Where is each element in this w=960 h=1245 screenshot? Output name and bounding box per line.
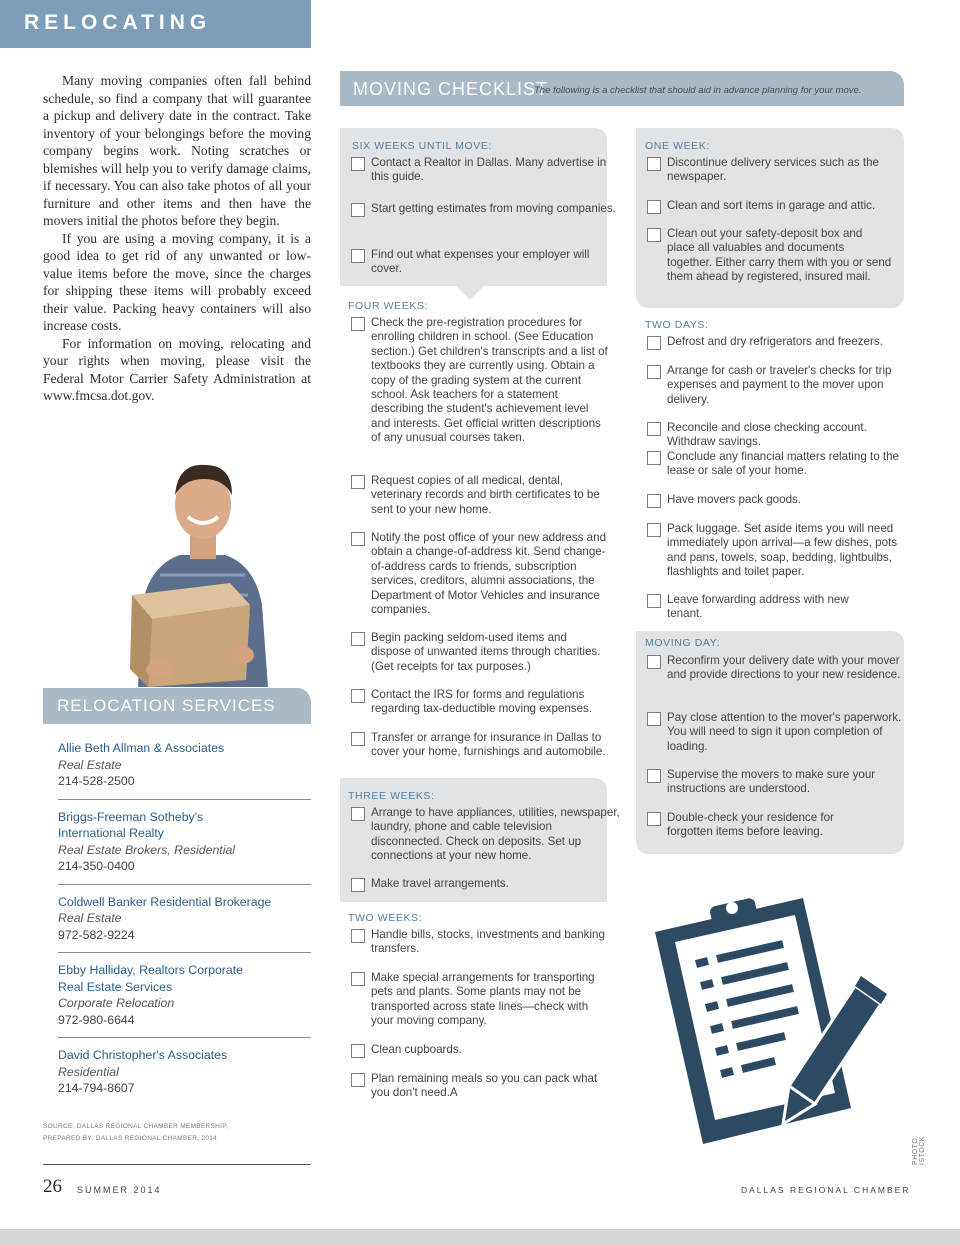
checklist-item-text: Pack luggage. Set aside items you will need immediately upon arrival—a few dishes, pots and pans, towels, soap, bedding, lightbulbs, flashlights and toilet paper. — [667, 522, 898, 579]
checkbox[interactable] — [351, 249, 365, 263]
checklist-item-text: Arrange for cash or traveler's checks for trip expenses and payment to the mover upon delivery. — [667, 364, 892, 406]
company-type: Real Estate — [58, 911, 122, 925]
checklist-item-text: Reconcile and close checking account. Withdraw savings. — [667, 421, 867, 449]
checkbox[interactable] — [647, 422, 661, 436]
checklist-item-text: Arrange to have appliances, utilities, newspaper, laundry, phone and cable television disconnected. Check on deposits. Set up connections at your new home. — [371, 806, 620, 863]
checkbox[interactable] — [647, 365, 661, 379]
man-holding-box-photo — [120, 455, 285, 687]
company-type: Residential — [58, 1064, 119, 1079]
company-phone: 214-528-2500 — [58, 774, 135, 788]
checklist-item-text: Have movers pack goods. — [667, 493, 802, 506]
company-name: Briggs-Freeman Sotheby's International Realty — [58, 809, 204, 840]
checkbox[interactable] — [647, 157, 661, 171]
page-number: 26 — [43, 1176, 62, 1197]
checkbox[interactable] — [351, 632, 365, 646]
checkbox[interactable] — [647, 812, 661, 826]
checkbox[interactable] — [351, 807, 365, 821]
checkbox[interactable] — [351, 878, 365, 892]
checklist-item-text: Find out what expenses your employer will cover. — [371, 248, 590, 276]
checkbox[interactable] — [351, 317, 365, 331]
checkbox[interactable] — [647, 336, 661, 350]
checklist-item — [645, 450, 917, 479]
source-note — [43, 1121, 311, 1145]
checklist-item-text: Defrost and dry refrigerators and freezers. — [667, 335, 883, 348]
checklist-item — [349, 248, 623, 277]
section-tag-label: RELOCATING — [24, 11, 212, 34]
checklist-item — [645, 227, 892, 285]
panel-notch — [456, 286, 484, 300]
checklist-item — [645, 522, 917, 580]
checkbox[interactable] — [351, 972, 365, 986]
clipboard-checklist-icon — [655, 898, 892, 1144]
issue-label: SUMMER 2014 — [77, 1185, 162, 1195]
checklist-item-text: Start getting estimates from moving companies. — [371, 202, 616, 215]
section-heading: THREE WEEKS: — [348, 790, 435, 802]
checklist-item — [349, 688, 609, 717]
checkbox[interactable] — [647, 451, 661, 465]
checklist-item-text: Contact a Realtor in Dallas. Many advertise in this guide. — [371, 156, 607, 184]
checklist-item — [349, 731, 609, 760]
section-heading: MOVING DAY: — [645, 637, 721, 649]
checklist-title: MOVING CHECKLIST — [353, 79, 549, 99]
checklist-item-text: Double-check your residence for forgotten items before leaving. — [667, 811, 834, 839]
checkbox[interactable] — [351, 929, 365, 943]
checklist-item — [645, 421, 907, 450]
checklist-item-text: Contact the IRS for forms and regulations regarding tax-deductible moving expenses. — [371, 688, 593, 716]
company-name: Ebby Halliday, Realtors Corporate Real Estate Services — [58, 963, 243, 994]
checklist-item-text: Handle bills, stocks, investments and banking transfers. — [371, 928, 605, 956]
relocation-services-header — [43, 688, 311, 724]
checklist-item — [645, 364, 907, 407]
checkbox[interactable] — [647, 200, 661, 214]
checklist-item-text: Check the pre-registration procedures for enrolling children in school. (See Education section.) Get children's transcripts and a list of textbooks they are currently using. Obtain a copy of the grading system at the current school. Ask teachers for a statement describing the student's achievement level and interests. Get official written descriptions of any unusual courses taken. — [371, 316, 608, 445]
checkbox[interactable] — [351, 732, 365, 746]
checklist-item-text: Plan remaining meals so you can pack what you don't need.A — [371, 1072, 598, 1100]
relocation-services-title: RELOCATION SERVICES — [57, 696, 276, 715]
source-line: PREPARED BY: DALLAS REGIONAL CHAMBER, 2014 — [43, 1135, 218, 1142]
source-line: SOURCE: DALLAS REGIONAL CHAMBER MEMBERSHIP, — [43, 1123, 229, 1130]
company-phone: 214-350-0400 — [58, 859, 135, 873]
checkbox[interactable] — [647, 228, 661, 242]
section-heading: TWO DAYS: — [645, 319, 709, 331]
divider — [43, 1164, 311, 1165]
list-item — [58, 962, 311, 1038]
section-heading: FOUR WEEKS: — [348, 300, 429, 312]
checklist-item — [349, 316, 608, 446]
checkbox[interactable] — [647, 769, 661, 783]
checklist-item-text: Make travel arrangements. — [371, 877, 509, 890]
checklist-item-text: Request copies of all medical, dental, veterinary records and birth certificates to be sent to your new home. — [371, 474, 600, 516]
relocation-services-list — [58, 740, 311, 1115]
checklist-header — [340, 71, 904, 106]
checkbox[interactable] — [647, 523, 661, 537]
checkbox[interactable] — [351, 1073, 365, 1087]
checklist-item — [645, 156, 907, 185]
checklist-item-text: Make special arrangements for transporting pets and plants. Some plants may not be transported across state lines—check with your moving company. — [371, 971, 595, 1028]
company-type: Real Estate — [58, 757, 122, 772]
checklist-item — [645, 199, 917, 213]
checklist-item — [349, 928, 609, 957]
checklist-item-text: Clean and sort items in garage and attic. — [667, 199, 876, 212]
list-item — [58, 809, 311, 885]
bottom-bar — [0, 1229, 960, 1245]
company-type: Corporate Relocation — [58, 996, 175, 1010]
checklist-item — [349, 806, 623, 864]
intro-paragraph: For information on moving, relocating and your rights when moving, please visit the Federal Motor Carrier Safety Administration at www.fmcsa.dot.gov. — [43, 335, 311, 403]
checklist-item — [645, 768, 907, 797]
checklist-item — [349, 877, 623, 891]
list-item — [58, 894, 311, 954]
checklist-item — [645, 711, 907, 754]
company-phone: 214-794-8607 — [58, 1081, 135, 1095]
company-type: Real Estate Brokers, Residential — [58, 842, 236, 857]
intro-paragraph: If you are using a moving company, it is a good idea to get rid of any unwanted or low-value items before the move, since the charges for shipping these items will probably exceed their value. Packing heavy containers will also increase costs. — [43, 230, 311, 333]
checklist-item-text: Discontinue delivery services such as the newspaper. — [667, 156, 880, 184]
company-phone: 972-980-6644 — [58, 1012, 135, 1027]
checkbox[interactable] — [351, 157, 365, 171]
section-heading: SIX WEEKS UNTIL MOVE: — [352, 140, 492, 152]
checklist-item — [349, 631, 609, 674]
checklist-item-text: Clean out your safety-deposit box and place all valuables and documents together. Either carry them with you or send them ahead by registered, insured mail. — [667, 227, 892, 284]
checklist-item — [645, 811, 877, 840]
checklist-item-text: Notify the post office of your new address and obtain a change-of-address kit. Send change-of-address cards to friends, subscription services, creditors, alumni associations, the Department of Motor Vehicles and insurance companies. — [371, 531, 607, 617]
checkbox[interactable] — [351, 475, 365, 489]
list-item — [58, 740, 311, 800]
checkbox[interactable] — [647, 712, 661, 726]
checklist-item-text: Conclude any financial matters relating to the lease or sale of your home. — [667, 450, 900, 478]
checklist-item — [349, 156, 623, 185]
checkbox[interactable] — [351, 532, 365, 546]
checklist-item-text: Leave forwarding address with new tenant. — [667, 593, 849, 621]
checklist-item — [645, 493, 917, 507]
checklist-subtitle: The following is a checklist that should aid in advance planning for your move. — [534, 85, 862, 96]
checklist-item — [349, 971, 609, 1029]
checklist-item — [349, 474, 609, 517]
section-heading: TWO WEEKS: — [348, 912, 423, 924]
list-item — [58, 1047, 311, 1106]
checklist-item-text: Transfer or arrange for insurance in Dallas to cover your home, furnishings and automobile. — [371, 731, 606, 759]
checklist-item — [349, 531, 609, 617]
checkbox[interactable] — [647, 494, 661, 508]
checkbox[interactable] — [351, 203, 365, 217]
checkbox[interactable] — [351, 689, 365, 703]
publisher-label: DALLAS REGIONAL CHAMBER — [741, 1185, 911, 1195]
intro-paragraph: Many moving companies often fall behind schedule, so find a company that will guarantee a pickup and delivery date in the contract. Take inventory of your belongings before the moving company begins work. Noting scratches or blemishes will help you to verify damage claims, if necessary. You can also take photos of all your furniture and other items and then have the movers initial the photos before they begin. — [43, 73, 311, 228]
photo-credit: PHOTO: ISTOCK — [912, 1135, 926, 1165]
checkbox[interactable] — [647, 655, 661, 669]
company-name: Coldwell Banker Residential Brokerage — [58, 894, 272, 909]
checklist-item-text: Pay close attention to the mover's paperwork. You will need to sign it upon completion of loading. — [667, 711, 902, 753]
company-name: Allie Beth Allman & Associates — [58, 741, 225, 755]
checklist-item-text: Begin packing seldom-used items and dispose of unwanted items through charities. (Get receipts for tax purposes.) — [371, 631, 601, 673]
checklist-item-text: Supervise the movers to make sure your instructions are understood. — [667, 768, 876, 796]
section-tag — [0, 0, 311, 48]
company-name: David Christopher's Associates — [58, 1048, 228, 1062]
section-heading: ONE WEEK: — [645, 140, 710, 152]
company-phone: 972-582-9224 — [58, 927, 135, 942]
checklist-item — [645, 335, 917, 349]
checklist-item — [349, 1043, 609, 1057]
intro-article — [43, 72, 311, 405]
checkbox[interactable] — [351, 1044, 365, 1058]
checklist-item — [349, 1072, 609, 1101]
checklist-item — [645, 654, 907, 683]
checklist-item-text: Reconfirm your delivery date with your mover and provide directions to your new residence. — [667, 654, 901, 682]
checklist-item-text: Clean cupboards. — [371, 1043, 462, 1056]
checkbox[interactable] — [647, 594, 661, 608]
checklist-item — [349, 202, 623, 216]
checklist-item — [645, 593, 867, 622]
